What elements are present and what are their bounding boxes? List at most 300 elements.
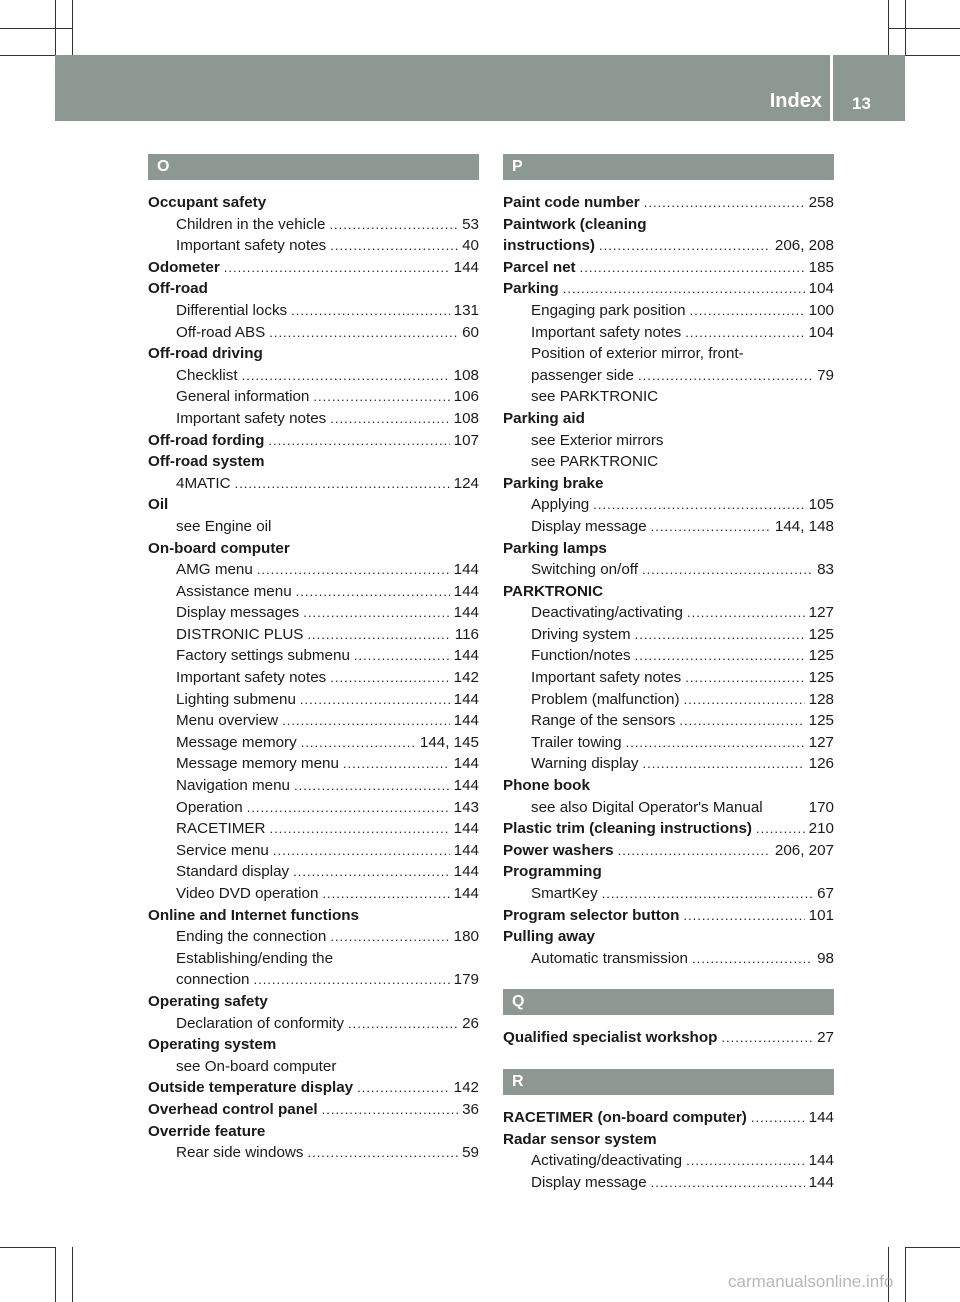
page-reference: 142: [453, 669, 479, 687]
index-entry: [148, 538, 479, 905]
watermark: carmanualsonline.info: [728, 1272, 894, 1291]
subentry-text: see Engine oil: [176, 517, 272, 535]
index-subentry: [503, 624, 834, 646]
index-entry: [503, 235, 834, 257]
crop-mark: [55, 0, 56, 55]
index-entry: [148, 278, 479, 343]
page-reference: 100: [808, 301, 834, 319]
index-entry-line: [503, 1027, 834, 1049]
crop-mark: [888, 28, 960, 29]
dot-leader: [257, 559, 450, 581]
index-subentry: [148, 214, 479, 236]
entry-title: On-board computer: [148, 539, 290, 557]
subentry-text: Lighting submenu: [176, 690, 296, 708]
page-reference: 125: [808, 647, 834, 665]
index-entry: [503, 1107, 834, 1129]
index-subentry: [148, 797, 479, 819]
subentry-text: Display message: [531, 517, 647, 535]
page-reference: 83: [817, 561, 834, 579]
entry-title: Off-road system: [148, 453, 265, 471]
entry-title: Online and Internet functions: [148, 906, 359, 924]
page-reference: 206, 208: [774, 237, 834, 255]
dot-leader: [354, 645, 450, 667]
page-reference: 124: [453, 474, 479, 492]
subentry-text: Off-road ABS: [176, 323, 266, 341]
page-reference: 59: [462, 1144, 479, 1162]
dot-leader: [602, 883, 813, 905]
entry-title: Paint code number: [503, 194, 640, 211]
entry-title: Qualified specialist workshop: [503, 1029, 718, 1047]
index-subentry: [148, 624, 479, 646]
page-title: Index: [769, 90, 822, 112]
index-subentry: [148, 948, 479, 970]
subentry-text: AMG menu: [176, 561, 253, 579]
subentry-text: Important safety notes: [176, 409, 327, 427]
index-entry: [503, 538, 834, 581]
index-entry: [148, 494, 479, 537]
subentry-text: Display messages: [176, 604, 300, 622]
page-reference: 101: [808, 906, 834, 924]
index-entry-line: [148, 1077, 479, 1099]
index-entry: [503, 775, 834, 818]
index-subentry: [148, 473, 479, 495]
page-reference: 105: [808, 496, 834, 514]
index-entry: [148, 257, 479, 279]
crop-mark: [888, 0, 889, 55]
dot-leader: [642, 559, 813, 581]
page-reference: 144: [453, 647, 479, 665]
dot-leader: [291, 300, 450, 322]
index-subentry: [148, 861, 479, 883]
index-subentry: [148, 753, 479, 775]
page-reference: 144: [453, 561, 479, 579]
subentry-text: Establishing/ending the: [176, 949, 334, 967]
index-entry: [503, 408, 834, 473]
subentry-text: 4MATIC: [176, 474, 231, 492]
dot-leader: [357, 1077, 450, 1099]
subentry-text: Navigation menu: [176, 777, 290, 795]
dot-leader: [635, 645, 805, 667]
dot-leader: [322, 883, 449, 905]
page-reference: 144: [808, 1152, 834, 1170]
entry-title: Parking aid: [503, 409, 585, 427]
index-subentry: [503, 732, 834, 754]
dot-leader: [599, 235, 771, 257]
crop-mark: [905, 55, 960, 56]
index-subentry: [148, 559, 479, 581]
subentry-text: Factory settings submenu: [176, 647, 350, 665]
letter-heading-p: P: [503, 154, 834, 180]
subentry-text: Position of exterior mirror, front-: [531, 345, 744, 363]
index-subentry: [503, 1172, 834, 1194]
page-reference: 116: [454, 625, 479, 643]
index-entry: [503, 192, 834, 214]
index-entry-line: [503, 214, 834, 236]
subentry-text: Display message: [531, 1173, 647, 1191]
entry-title: Off-road fording: [148, 431, 265, 449]
index-subentry: [148, 322, 479, 344]
index-entry: [148, 1077, 479, 1099]
index-subentry: [148, 710, 479, 732]
page-reference: 36: [462, 1100, 479, 1118]
page-reference: 206, 207: [774, 841, 834, 859]
index-column-left: [148, 154, 479, 1164]
index-subentry: [503, 516, 834, 538]
subentry-text: Important safety notes: [531, 669, 682, 687]
dot-leader: [269, 322, 458, 344]
page-reference: 27: [817, 1029, 834, 1047]
page-reference: 144: [453, 777, 479, 795]
index-subentry: [503, 753, 834, 775]
dot-leader: [685, 322, 804, 344]
entry-title: Parking brake: [503, 474, 604, 492]
index-subentry: [148, 818, 479, 840]
subentry-text: Driving system: [531, 625, 631, 643]
index-entry-line: [503, 257, 834, 279]
subentry-text: Warning display: [531, 755, 639, 773]
page-reference: 126: [808, 755, 834, 773]
subentry-text: see On-board computer: [176, 1057, 337, 1075]
subentry-text: Message memory menu: [176, 755, 339, 773]
index-subentry: [503, 343, 834, 365]
crop-mark: [55, 1247, 56, 1302]
dot-leader: [329, 214, 458, 236]
page-reference: 128: [808, 690, 834, 708]
dot-leader: [618, 840, 771, 862]
subentry-text: Switching on/off: [531, 561, 638, 579]
dot-leader: [330, 235, 458, 257]
subentry-text: Message memory: [176, 733, 297, 751]
index-entry-line: [503, 408, 834, 430]
page-reference: 144: [453, 820, 479, 838]
index-entry-line: [503, 1129, 834, 1151]
index-entry-line: [503, 861, 834, 883]
index-subentry: [503, 300, 834, 322]
index-entry-line: [503, 278, 834, 300]
index-subentry: [503, 430, 834, 452]
page-reference: 127: [808, 604, 834, 622]
page-number: 13: [852, 94, 871, 113]
crop-mark: [905, 1247, 960, 1248]
page-reference: 185: [808, 258, 834, 276]
dot-leader: [721, 1027, 813, 1049]
index-subentry: [148, 883, 479, 905]
entry-title: Override feature: [148, 1122, 266, 1140]
header-divider: [830, 55, 833, 121]
subentry-text: see PARKTRONIC: [531, 388, 659, 406]
dot-leader: [343, 753, 450, 775]
dot-leader: [313, 386, 449, 408]
index-entry: [148, 1099, 479, 1121]
index-entry: [503, 257, 834, 279]
dot-leader: [593, 494, 804, 516]
subentry-text: Ending the connection: [176, 928, 327, 946]
dot-leader: [644, 192, 805, 214]
index-subentry: [148, 1056, 479, 1078]
index-entry: [148, 430, 479, 452]
subentry-text: Rear side windows: [176, 1144, 304, 1162]
dot-leader: [322, 1099, 458, 1121]
index-entry-line: [148, 538, 479, 560]
page-reference: 104: [808, 323, 834, 341]
entry-title: Off-road driving: [148, 345, 263, 363]
dot-leader: [651, 516, 771, 538]
subentry-text: Operation: [176, 798, 243, 816]
subentry-text: Important safety notes: [176, 669, 327, 687]
index-entry-line: [503, 1107, 834, 1129]
page-reference: 144: [453, 885, 479, 902]
index-subentry: [148, 1142, 479, 1164]
dot-leader: [242, 365, 450, 387]
subentry-text: RACETIMER: [176, 820, 266, 838]
page-reference: 144: [453, 755, 479, 773]
crop-mark: [905, 1247, 906, 1302]
page-reference: 144: [453, 712, 479, 730]
entry-title: Phone book: [503, 777, 590, 795]
dot-leader: [307, 624, 450, 646]
index-subentry: [503, 948, 834, 970]
page-reference: 170: [808, 798, 834, 816]
entry-title: Power washers: [503, 841, 614, 859]
entry-title: RACETIMER (on-board computer): [503, 1108, 747, 1126]
dot-leader: [268, 430, 449, 452]
page-reference: 40: [462, 237, 479, 255]
entry-title: Paintwork (cleaning: [503, 215, 647, 233]
crop-mark: [905, 0, 906, 55]
index-subentry: [503, 451, 834, 473]
page-reference: 125: [808, 669, 834, 687]
subentry-text: Activating/deactivating: [531, 1152, 683, 1170]
page-reference: 144: [453, 841, 479, 859]
entry-title: Outside temperature display: [148, 1079, 354, 1097]
index-entry-line: [503, 926, 834, 948]
index-subentry: [148, 1013, 479, 1035]
index-subentry: [503, 602, 834, 624]
index-entry: [148, 1034, 479, 1077]
index-entry-line: [148, 1099, 479, 1121]
page-reference: 180: [453, 928, 479, 946]
index-entry-line: [503, 473, 834, 495]
dot-leader: [687, 602, 805, 624]
page-reference: 144: [453, 690, 479, 708]
index-subentry: [148, 689, 479, 711]
entry-title: PARKTRONIC: [503, 582, 604, 600]
dot-leader: [235, 473, 450, 495]
crop-mark: [72, 1247, 73, 1302]
page-reference: 104: [808, 280, 834, 298]
index-subentry: [148, 645, 479, 667]
index-entry-line: [148, 1121, 479, 1143]
page-reference: 144: [453, 863, 479, 881]
crop-mark: [0, 1247, 55, 1248]
index-subentry: [503, 322, 834, 344]
page-reference: 67: [817, 885, 834, 902]
crop-mark: [0, 28, 72, 29]
subentry-text: Differential locks: [176, 301, 288, 319]
index-entry: [148, 343, 479, 429]
index-entry-line: [148, 1034, 479, 1056]
index-subentry: [503, 667, 834, 689]
entry-title: Programming: [503, 863, 602, 881]
dot-leader: [282, 710, 450, 732]
dot-leader: [692, 948, 813, 970]
subentry-text: Trailer towing: [531, 733, 622, 751]
page-reference: 60: [462, 323, 479, 341]
index-entry: [503, 905, 834, 927]
dot-leader: [330, 408, 449, 430]
index-subentry: [148, 969, 479, 991]
index-entry: [148, 905, 479, 991]
dot-leader: [348, 1013, 458, 1035]
dot-leader: [642, 753, 804, 775]
index-subentry: [503, 710, 834, 732]
subentry-text: connection: [176, 971, 250, 989]
index-subentry: [148, 516, 479, 538]
index-entry-line: [148, 430, 479, 452]
page-reference: 144: [453, 582, 479, 600]
index-entry-line: [503, 840, 834, 862]
dot-leader: [296, 581, 450, 603]
index-entry: [148, 1121, 479, 1164]
index-entry-line: [148, 905, 479, 927]
entry-title: Operating system: [148, 1036, 277, 1054]
dot-leader: [300, 689, 450, 711]
subentry-text: see PARKTRONIC: [531, 453, 659, 471]
page-reference: 144: [808, 1173, 834, 1191]
index-entry-line: [148, 257, 479, 279]
subentry-text: Declaration of conformity: [176, 1014, 344, 1032]
dot-leader: [563, 278, 805, 300]
index-column-right: [503, 154, 834, 1193]
index-subentry: [148, 235, 479, 257]
index-subentry: [503, 1150, 834, 1172]
index-entry: [148, 451, 479, 494]
page-reference: 210: [808, 820, 834, 838]
index-entry-line: [148, 192, 479, 214]
entry-title: Parking: [503, 280, 559, 298]
index-entry: [148, 991, 479, 1034]
subentry-text: SmartKey: [531, 885, 598, 902]
subentry-text: DISTRONIC PLUS: [176, 625, 304, 643]
dot-leader: [686, 1150, 805, 1172]
index-entry: [503, 840, 834, 862]
subentry-text: Menu overview: [176, 712, 279, 730]
page-reference: 142: [453, 1079, 479, 1097]
index-subentry: [148, 602, 479, 624]
page-reference: 125: [808, 712, 834, 730]
page-reference: 144, 145: [419, 733, 479, 751]
index-subentry: [148, 775, 479, 797]
entry-title: Occupant safety: [148, 194, 267, 211]
index-subentry: [148, 581, 479, 603]
dot-leader: [307, 1142, 458, 1164]
subentry-text: Checklist: [176, 366, 238, 384]
subentry-text: Problem (malfunction): [531, 690, 680, 708]
dot-leader: [756, 818, 805, 840]
index-entry: [503, 581, 834, 775]
page-reference: 125: [808, 625, 834, 643]
letter-heading-o: O: [148, 154, 479, 180]
dot-leader: [690, 300, 805, 322]
index-entry-line: [148, 494, 479, 516]
letter-heading-q: Q: [503, 989, 834, 1015]
crop-mark: [72, 0, 73, 55]
page-reference: 79: [817, 366, 834, 384]
index-subentry: [503, 689, 834, 711]
entry-title: Oil: [148, 496, 169, 514]
entry-title: Parking lamps: [503, 539, 607, 557]
subentry-text: Deactivating/activating: [531, 604, 683, 622]
dot-leader: [626, 732, 805, 754]
crop-mark: [0, 55, 55, 56]
subentry-text: Function/notes: [531, 647, 631, 665]
dot-leader: [301, 732, 416, 754]
subentry-text: Range of the sensors: [531, 712, 676, 730]
subentry-text: passenger side: [531, 366, 635, 384]
subentry-text: Video DVD operation: [176, 885, 319, 902]
subentry-text: Important safety notes: [176, 237, 327, 255]
page-reference: 144: [453, 604, 479, 622]
page-reference: 98: [817, 949, 834, 967]
entry-title: Parcel net: [503, 258, 576, 276]
dot-leader: [683, 905, 804, 927]
dot-leader: [253, 969, 449, 991]
index-entry-line: [148, 991, 479, 1013]
index-entry-line: [503, 581, 834, 603]
index-subentry: [148, 300, 479, 322]
dot-leader: [247, 797, 450, 819]
index-subentry: [148, 365, 479, 387]
index-subentry: [148, 732, 479, 754]
subentry-text: see also Digital Operator's Manual: [531, 798, 763, 816]
index-entry-line: [503, 905, 834, 927]
subentry-text: Engaging park position: [531, 301, 686, 319]
dot-leader: [751, 1107, 805, 1129]
index-subentry: [503, 883, 834, 905]
letter-heading-r: R: [503, 1069, 834, 1095]
page-reference: 106: [453, 388, 479, 406]
index-subentry: [148, 667, 479, 689]
index-entry-line: [148, 278, 479, 300]
page-reference: 127: [808, 733, 834, 751]
dot-leader: [580, 257, 805, 279]
index-entry: [503, 926, 834, 969]
subentry-text: Assistance menu: [176, 582, 292, 600]
dot-leader: [684, 689, 805, 711]
index-subentry: [503, 559, 834, 581]
subentry-text: Automatic transmission: [531, 949, 688, 967]
page-reference: 179: [453, 971, 479, 989]
index-entry: [503, 1027, 834, 1049]
dot-leader: [294, 775, 450, 797]
index-subentry: [503, 365, 834, 387]
dot-leader: [651, 1172, 805, 1194]
page-reference: 107: [453, 431, 479, 449]
index-entry-line: [503, 192, 834, 214]
index-entry: [503, 278, 834, 408]
index-entry: [503, 1129, 834, 1194]
index-entry: [503, 861, 834, 904]
subentry-text: Important safety notes: [531, 323, 682, 341]
page-reference: 144: [808, 1108, 834, 1126]
page-reference: 26: [462, 1014, 479, 1032]
entry-title: Pulling away: [503, 928, 595, 946]
subentry-text: Children in the vehicle: [176, 215, 326, 233]
index-entry: [503, 818, 834, 840]
page-reference: 258: [808, 194, 834, 211]
index-entry-line: [148, 451, 479, 473]
page-reference: 143: [453, 798, 479, 816]
